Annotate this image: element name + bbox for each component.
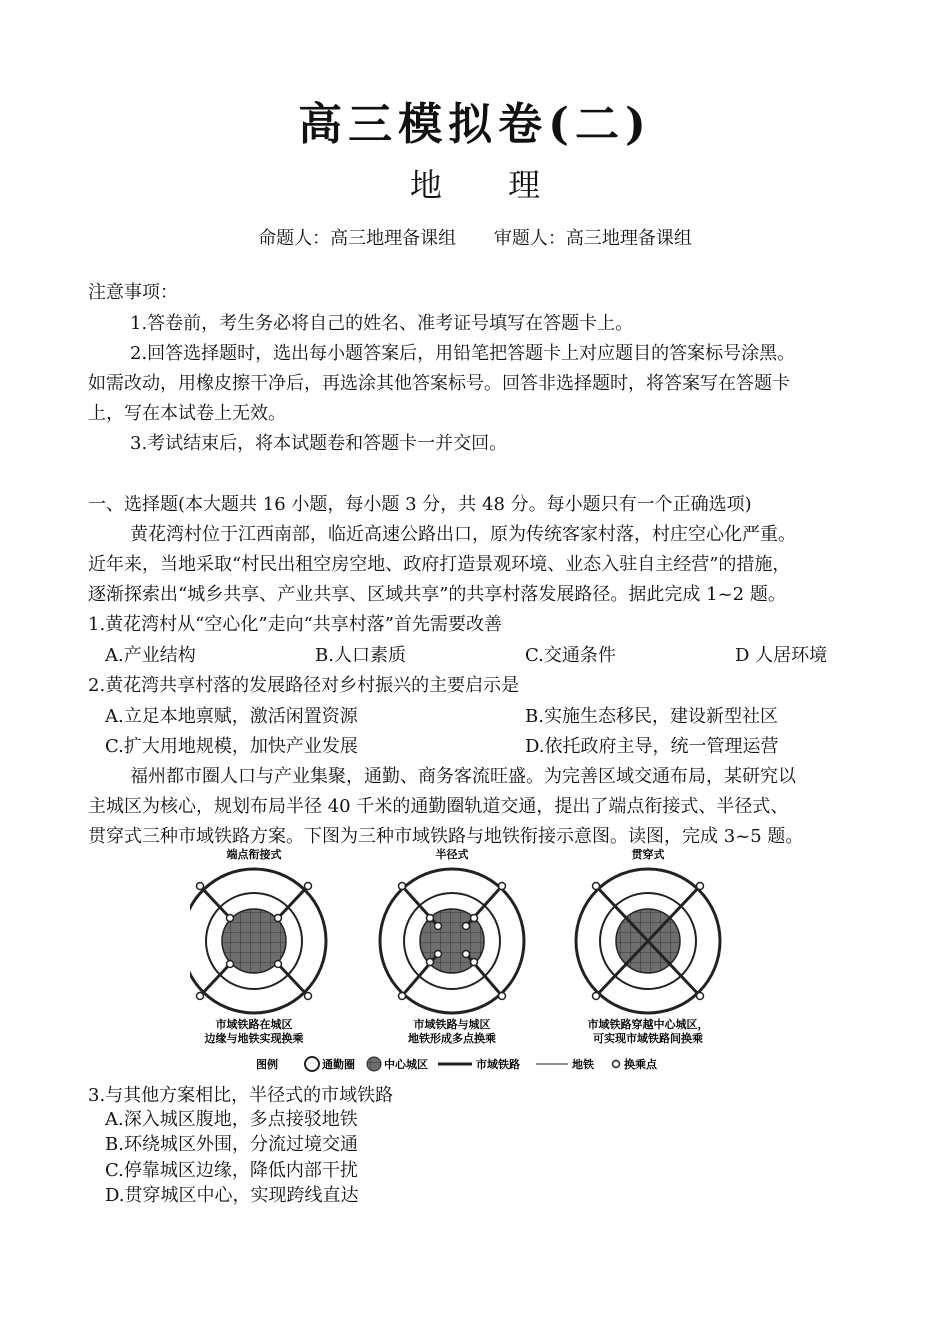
exam-title: 高三模拟卷(二): [298, 99, 652, 150]
notice-line: 如需改动，用橡皮擦干净后，再选涂其他答案标号。回答非选择题时，将答案写在答题卡: [88, 373, 790, 394]
panel-title: 半径式: [435, 848, 469, 861]
panel-through: [576, 847, 720, 1045]
subject-title: 地 理: [409, 166, 569, 204]
legend-transfer-icon: [613, 1061, 620, 1068]
notice-line: 3.考试结束后，将本试题卷和答题卡一并交回。: [130, 433, 508, 454]
question-1-option: C.交通条件: [525, 645, 616, 666]
question-2-option: D.依托政府主导，统一管理运营: [525, 736, 779, 757]
notice-line: 1.答卷前，考生务必将自己的姓名、准考证号填写在答题卡上。: [130, 313, 634, 334]
legend-item: 通勤圈: [322, 1058, 355, 1071]
notice-heading: 注意事项：: [88, 282, 178, 303]
panel-caption: 地铁形成多点换乘: [408, 1032, 496, 1045]
panel-caption: 市域铁路与城区: [413, 1018, 491, 1031]
panel-caption: 市域铁路在城区: [215, 1018, 293, 1031]
authors-line: [0, 224, 950, 250]
panel-radial: [380, 847, 524, 1045]
legend-item: 地铁: [572, 1058, 594, 1071]
legend: [256, 1057, 658, 1071]
panel-caption: 边缘与地铁实现换乘: [204, 1032, 304, 1045]
notice-line: 上，写在本试卷上无效。: [88, 403, 286, 424]
rail-schemes-figure: [190, 842, 770, 1074]
question-2-option: B.实施生态移民，建设新型社区: [525, 706, 778, 727]
legend-item: 中心城区: [384, 1058, 428, 1071]
question-2-stem: 2.黄花湾共享村落的发展路径对乡村振兴的主要启示是: [88, 675, 520, 696]
section-heading: 一、选择题(本大题共 16 小题，每小题 3 分，共 48 分。每小题只有一个正确选项): [88, 494, 752, 515]
question-1-option: B.人口素质: [315, 645, 406, 666]
legend-ring-icon: [305, 1057, 319, 1071]
passage-line: 福州都市圈人口与产业集聚，通勤、商务客流旺盛。为完善区域交通布局，某研究以: [130, 766, 796, 787]
question-3-option: C.停靠城区边缘，降低内部干扰: [105, 1160, 358, 1181]
passage-line: 主城区为核心，规划布局半径 40 千米的通勤圈轨道交通，提出了端点衔接式、半径式、: [88, 796, 789, 817]
legend-item: 市域铁路: [476, 1058, 520, 1071]
passage-line: 近年来，当地采取“村民出租空房空地、政府打造景观环境、业态入驻自主经营”的措施，: [88, 554, 791, 575]
panel-caption: 市域铁路穿越中心城区，: [587, 1018, 709, 1031]
question-3-option: D.贯穿城区中心，实现跨线直达: [105, 1185, 359, 1206]
question-3-option: B.环绕城区外围，分流过境交通: [105, 1134, 358, 1155]
passage-line: 黄花湾村位于江西南部，临近高速公路出口，原为传统客家村落，村庄空心化严重。: [130, 524, 796, 545]
notice-line: 2.回答选择题时，选出每小题答案后，用铅笔把答题卡上对应题目的答案标号涂黑。: [130, 343, 796, 364]
question-2-option: A.立足本地禀赋，激活闲置资源: [105, 706, 358, 727]
panel-title: 端点衔接式: [226, 848, 282, 861]
author: 命题人：高三地理备课组: [258, 228, 457, 249]
reviewer: 审题人：高三地理备课组: [493, 228, 692, 249]
panel-title: 贯穿式: [631, 848, 665, 861]
question-3-option: A.深入城区腹地，多点接驳地铁: [105, 1109, 358, 1130]
question-1-option: D 人居环境: [735, 645, 828, 666]
panel-caption: 可实现市域铁路间换乘: [593, 1032, 703, 1045]
passage-line: 逐渐探索出“城乡共享、产业共享、区域共享”的共享村落发展路径。据此完成 1~2 题。: [88, 584, 786, 605]
legend-city-icon: [367, 1057, 381, 1071]
passage-line: 贯穿式三种市域铁路方案。下图为三种市域铁路与地铁衔接示意图。读图，完成 3~5 题。: [88, 826, 804, 847]
question-1-stem: 1.黄花湾村从“空心化”走向“共享村落”首先需要改善: [88, 614, 502, 635]
question-3-stem: 3.与其他方案相比，半径式的市域铁路: [88, 1085, 394, 1106]
question-1-option: A.产业结构: [105, 645, 196, 666]
legend-item: 换乘点: [624, 1058, 657, 1071]
question-2-option: C.扩大用地规模，加快产业发展: [105, 736, 358, 757]
panel-endpoint: [190, 847, 326, 1045]
legend-label: 图例: [256, 1058, 278, 1071]
